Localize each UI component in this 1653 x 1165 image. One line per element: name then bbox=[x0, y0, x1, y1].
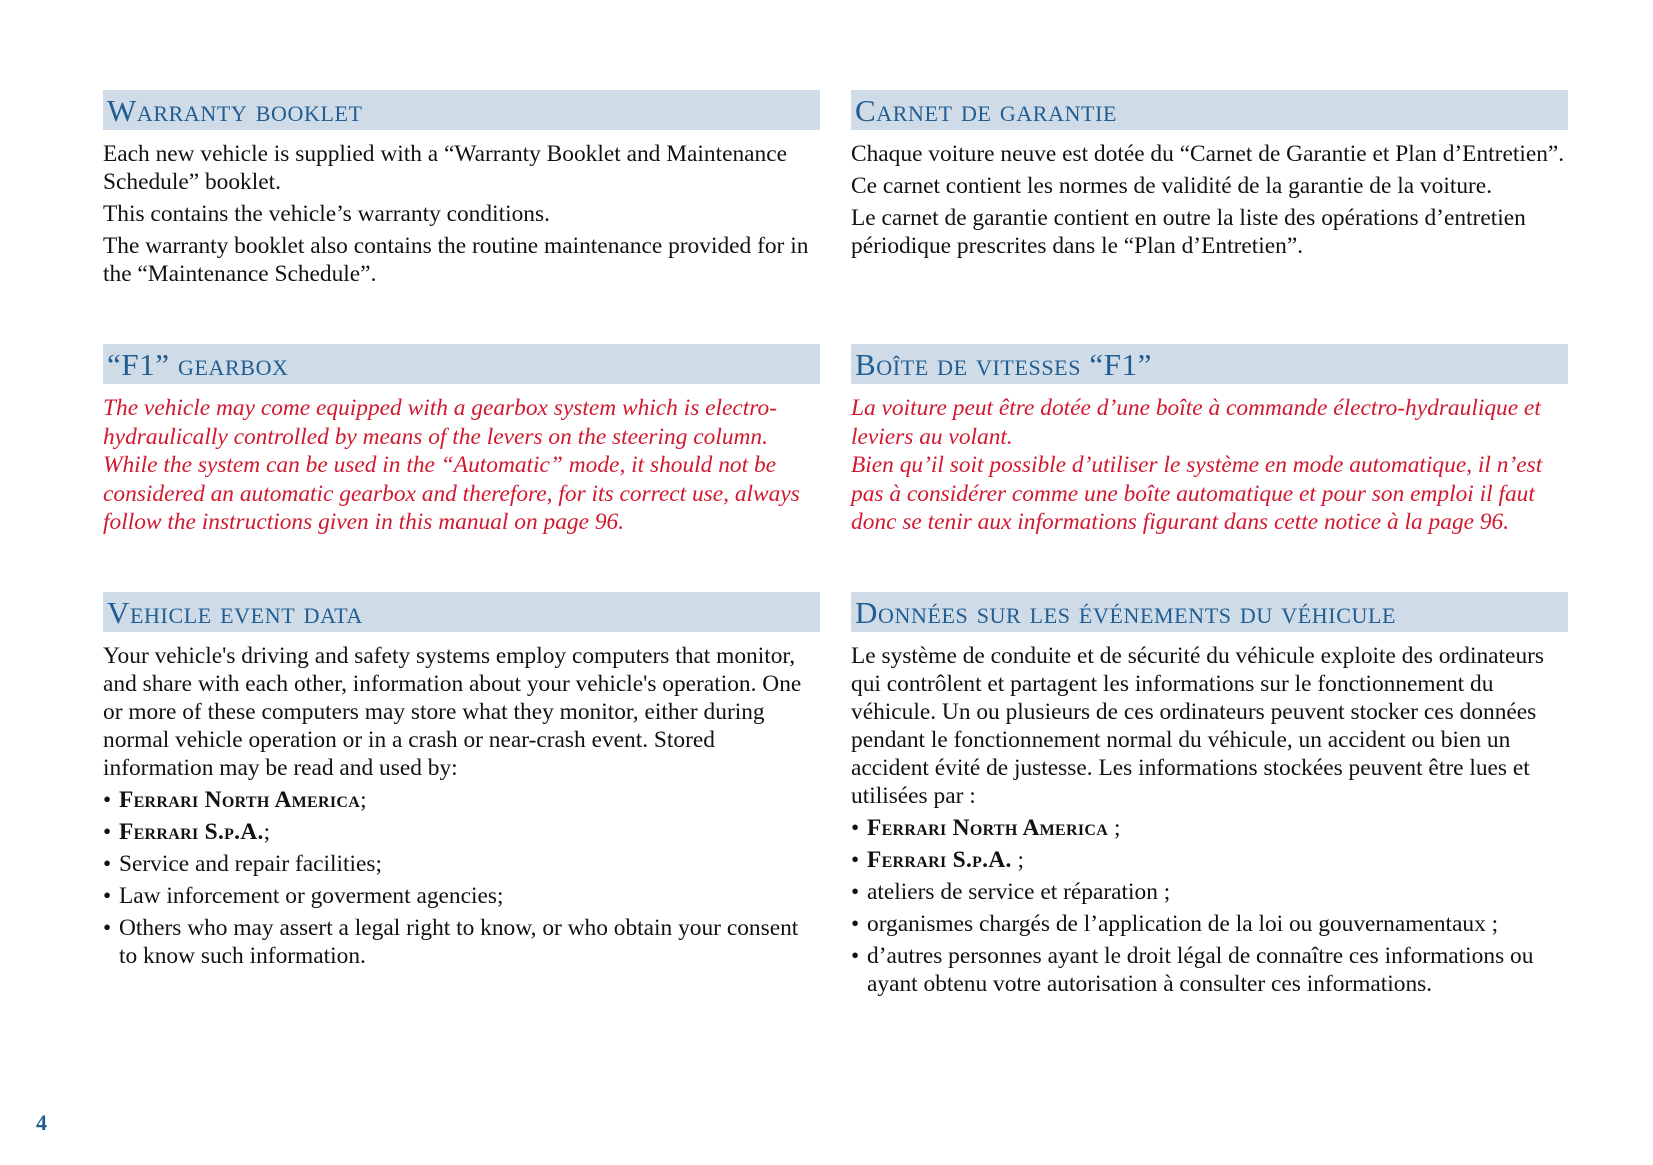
warranty-section-en bbox=[103, 90, 820, 292]
paragraph: Ce carnet contient les normes de validité de la garantie de la voiture. bbox=[851, 173, 1493, 199]
list-item-text: organismes chargés de l’application de la loi ou gouvernamentaux ; bbox=[867, 911, 1499, 937]
list-item bbox=[103, 786, 820, 814]
list-item bbox=[851, 878, 1568, 906]
list-item-text: ; bbox=[1011, 847, 1025, 873]
paragraph: This contains the vehicle’s warranty conditions. bbox=[103, 201, 550, 227]
section-heading: Carnet de garantie bbox=[851, 90, 1568, 130]
section-heading: Vehicle event data bbox=[103, 592, 820, 632]
list-item-text: ; bbox=[1108, 815, 1121, 841]
bullet-list bbox=[851, 814, 1568, 998]
company-name: Ferrari S.p.A. bbox=[119, 819, 264, 845]
warning-note: The vehicle may come equipped with a gearbox system which is electro-hydraulically controlled by means of the levers on the steering column. bbox=[103, 395, 778, 450]
section-heading: “F1” gearbox bbox=[103, 344, 820, 384]
event-data-section-fr bbox=[851, 592, 1568, 1002]
company-name: Ferrari North America bbox=[867, 815, 1109, 841]
company-name: Ferrari North America bbox=[119, 787, 361, 813]
list-item-text: ateliers de service et réparation ; bbox=[867, 879, 1171, 905]
warning-note: While the system can be used in the “Automatic” mode, it should not be considered an automatic gearbox and therefore, for its correct use, always follow the instructions given in this manual on page 96. bbox=[103, 452, 800, 536]
paragraph: Chaque voiture neuve est dotée du “Carnet de Garantie et Plan d’Entretien”. bbox=[851, 141, 1565, 167]
list-item bbox=[103, 850, 820, 878]
page-number: 4 bbox=[36, 1110, 47, 1135]
list-item bbox=[103, 914, 820, 970]
gearbox-section-en bbox=[103, 344, 820, 537]
section-heading: Boîte de vitesses “F1” bbox=[851, 344, 1568, 384]
list-item bbox=[851, 846, 1568, 874]
warranty-section-fr bbox=[851, 90, 1568, 264]
gearbox-section-fr bbox=[851, 344, 1568, 537]
paragraph: Le carnet de garantie contient en outre la liste des opérations d’entretien périodique prescrites dans le “Plan d’Entretien”. bbox=[851, 205, 1526, 259]
bullet-list bbox=[103, 786, 820, 970]
list-item-text: ; bbox=[360, 787, 367, 813]
list-item bbox=[103, 818, 820, 846]
list-item bbox=[851, 942, 1568, 998]
list-item-text: Law inforcement or goverment agencies; bbox=[119, 883, 504, 909]
list-item bbox=[851, 814, 1568, 842]
list-item bbox=[103, 882, 820, 910]
list-item-text: d’autres personnes ayant le droit légal de connaître ces informations ou ayant obtenu votre autorisation à consulter ces informations. bbox=[867, 943, 1534, 997]
list-item bbox=[851, 910, 1568, 938]
warning-note: Bien qu’il soit possible d’utiliser le système en mode automatique, il n’est pas à considérer comme une boîte automatique et pour son emploi il faut donc se tenir aux informations figurant dans cette notice à la page 96. bbox=[851, 452, 1543, 536]
event-data-section-en bbox=[103, 592, 820, 974]
section-heading: Données sur les événements du véhicule bbox=[851, 592, 1568, 632]
paragraph: Your vehicle's driving and safety systems employ computers that monitor, and share with each other, information about your vehicle's operation. One or more of these computers may store what they monitor, either during normal vehicle operation or in a crash or near-crash event. Stored information may be read and used by: bbox=[103, 643, 802, 781]
list-item-text: Service and repair facilities; bbox=[119, 851, 383, 877]
paragraph: The warranty booklet also contains the routine maintenance provided for in the “Maintenance Schedule”. bbox=[103, 233, 809, 287]
warning-note: La voiture peut être dotée d’une boîte à commande électro-hydraulique et leviers au volant. bbox=[851, 395, 1541, 450]
list-item-text: Others who may assert a legal right to know, or who obtain your consent to know such information. bbox=[119, 915, 799, 969]
paragraph: Each new vehicle is supplied with a “Warranty Booklet and Maintenance Schedule” booklet. bbox=[103, 141, 788, 195]
company-name: Ferrari S.p.A. bbox=[867, 847, 1012, 873]
paragraph: Le système de conduite et de sécurité du véhicule exploite des ordinateurs qui contrôlent et partagent les informations sur le fonctionnement du véhicule. Un ou plusieurs de ces ordinateurs peuvent stocker ces données pendant le fonctionnement normal du véhicule, un accident ou bien un accident évité de justesse. Les informations stockées peuvent être lues et utilisées par : bbox=[851, 643, 1545, 809]
section-heading: Warranty booklet bbox=[103, 90, 820, 130]
list-item-text: ; bbox=[263, 819, 271, 845]
